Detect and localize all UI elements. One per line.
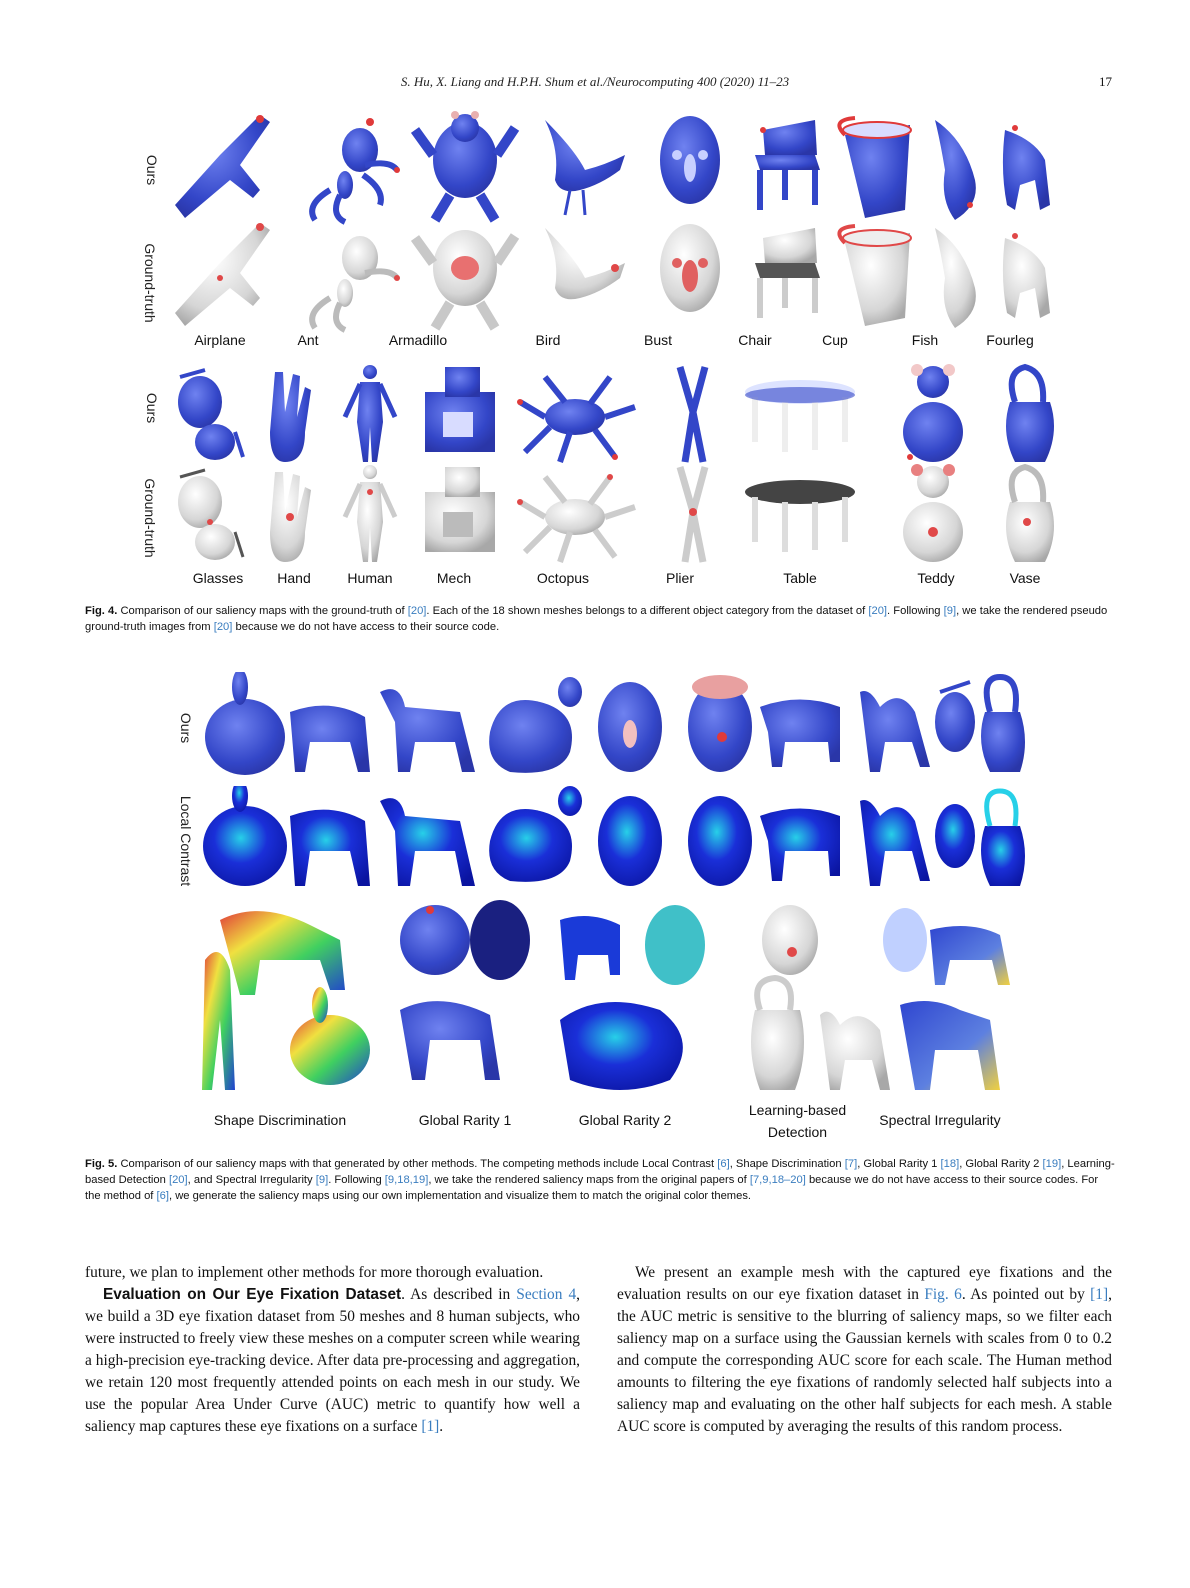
fig4-caption-text: , we take the rendered pseudo ground-truth images from (85, 605, 1108, 633)
section-heading-eye-fixation: Evaluation on Our Eye Fixation Dataset (103, 1286, 402, 1303)
ours-human (345, 365, 395, 462)
fig5-ours-row (200, 672, 1030, 782)
label-chair: Chair (738, 332, 772, 348)
ours-airplane (175, 115, 270, 218)
gt-armadillo (415, 230, 515, 328)
ours-cow (760, 700, 840, 768)
left-paragraph-2 (85, 1284, 580, 1438)
label-hand: Hand (277, 570, 311, 586)
fig4-caption-text: . Following (887, 605, 941, 617)
fig5-caption-text: , Global Rarity 2 (959, 1158, 1040, 1170)
label-global-rarity-1: Global Rarity 1 (418, 1112, 512, 1128)
label-armadillo: Armadillo (388, 332, 448, 348)
ours-bust (660, 116, 720, 204)
label-teddy: Teddy (917, 570, 955, 586)
label-ant: Ant (297, 332, 319, 348)
ref-link[interactable]: [9] (943, 605, 957, 617)
fig4-caption-text: . Each of the 18 shown meshes belongs to a different object category from the dataset of (426, 605, 866, 617)
running-header: S. Hu, X. Liang and H.P.H. Shum et al./Neurocomputing 400 (2020) 11–23 (400, 74, 790, 89)
fig5-caption-text: , we take the rendered saliency maps from the original papers of (428, 1174, 747, 1186)
fig5-caption-text: , we generate the saliency maps using our own implementation and visualize them to match the original color themes. (168, 1190, 752, 1202)
shape-discrimination-meshes (202, 911, 370, 1090)
gt-airplane (175, 223, 270, 326)
lc-head2 (688, 796, 752, 886)
gt-vase (1006, 467, 1054, 562)
ref-link[interactable]: [20] (213, 621, 233, 633)
gt-cup (839, 226, 911, 326)
fig4-caption-text: because we do not have access to their source code. (235, 621, 500, 633)
ours-bird (545, 120, 625, 215)
gt-plier (680, 467, 705, 562)
label-fish: Fish (911, 332, 939, 348)
fig4-caption (85, 603, 1115, 635)
label-human: Human (347, 570, 393, 586)
left-text: . As described in (401, 1286, 511, 1303)
left-text: , we build a 3D eye fixation dataset from 50 meshes and 8 human subjects, who were instructed to freely view these meshes on a computer screen while wearing a high-precision eye-tracking device. After data pre-processing and aggregation, we retain 120 most frequently attended points on each mesh in our study. We use the popular Area Under Curve (AUC) metric to quantify how well a saliency map captures these eye fixations on a surface (85, 1286, 580, 1435)
ref-link[interactable]: [9] (315, 1174, 329, 1186)
ref-link[interactable]: [9,18,19] (384, 1174, 429, 1186)
global-rarity-1-meshes (400, 900, 530, 1080)
gt-table (745, 480, 855, 552)
ours-octopus (517, 377, 635, 462)
lc-cow (760, 809, 840, 882)
ours-chair (755, 120, 820, 210)
ref-link[interactable]: [20] (868, 605, 888, 617)
spectral-irregularity-meshes (883, 908, 1010, 1090)
ref-link[interactable]: [20] (407, 605, 427, 617)
lc-bunny (203, 786, 287, 886)
label-detection: Detection (767, 1124, 828, 1140)
fig5-caption-text: . Following (328, 1174, 382, 1186)
ours-plier (680, 367, 705, 462)
ours-glasses (178, 370, 243, 460)
gt-ant (312, 236, 400, 330)
ref-link[interactable]: [20] (168, 1174, 188, 1186)
figure-link[interactable]: Fig. 6 (924, 1286, 962, 1303)
ours-bunny (205, 672, 285, 775)
fig5-caption-text: , and Spectral Irregularity (187, 1174, 313, 1186)
gt-fish (935, 228, 976, 328)
gt-chair (755, 228, 820, 318)
right-text: . As pointed out by (961, 1286, 1085, 1303)
ours-glasses2 (935, 682, 975, 752)
gt-octopus (517, 474, 635, 562)
ref-link[interactable]: [7,9,18–20] (749, 1174, 806, 1186)
gt-glasses (178, 470, 243, 560)
fig5-caption-text: Comparison of our saliency maps with that generated by other methods. The competing methods include Local Contrast (120, 1158, 715, 1170)
fig5-other-methods (200, 900, 1030, 1100)
label-bust: Bust (643, 332, 672, 348)
label-octopus: Octopus (536, 570, 590, 586)
gt-hand (270, 472, 311, 562)
body-left-column (85, 1262, 580, 1438)
fig4-row2-ours-meshes (165, 362, 1065, 472)
fig5-caption-label: Fig. 5. (85, 1158, 118, 1170)
gt-bust (660, 224, 720, 312)
ref-link[interactable]: [7] (844, 1158, 858, 1170)
ours-dog (290, 706, 370, 772)
ours-hand (270, 372, 311, 462)
learning-based-detection-meshes (751, 905, 890, 1090)
gt-mech (425, 467, 495, 552)
figure-5 (170, 668, 1030, 1148)
label-learning-based: Learning-based (748, 1102, 847, 1118)
gt-fourleg (1003, 233, 1050, 318)
ref-link[interactable]: [1] (421, 1418, 440, 1435)
fig4-row1-gt-meshes (165, 218, 1065, 333)
lc-glasses (935, 804, 975, 868)
ours-ant (312, 118, 400, 222)
gt-teddy (903, 464, 963, 562)
fig5-caption-text: because we do not have access to their source codes. For the method of (85, 1174, 1099, 1202)
fig4-row-label-gt-1: Ground-truth (142, 243, 158, 323)
body-right-column (617, 1262, 1112, 1438)
label-plier: Plier (665, 570, 694, 586)
ours-horse (380, 689, 475, 772)
left-paragraph-1: future, we plan to implement other methods for more thorough evaluation. (85, 1264, 544, 1281)
fig5-row-label-local-contrast: Local Contrast (178, 795, 194, 887)
ours-fish (935, 120, 976, 220)
fig4-row-label-ours-1: Ours (144, 154, 160, 186)
label-bird: Bird (535, 332, 561, 348)
lc-dog (290, 810, 370, 886)
page-number: 17 (1099, 74, 1112, 89)
ours-dragon (489, 677, 582, 773)
fig5-caption-text: , Shape Discrimination (729, 1158, 842, 1170)
ours-mech (425, 367, 495, 452)
figure-4 (130, 100, 1060, 600)
ours-head1 (598, 682, 662, 772)
label-airplane: Airplane (194, 332, 246, 348)
ours-fourleg (1003, 125, 1050, 210)
label-cup: Cup (822, 332, 848, 348)
ours-teddy (903, 364, 963, 462)
fig5-local-contrast-row (200, 786, 1030, 896)
ours-armadillo (415, 111, 515, 220)
right-paragraph-1 (617, 1262, 1112, 1438)
right-text: We present an example mesh with the captured eye fixations and the evaluation results on our eye fixation dataset in (617, 1264, 1112, 1303)
section-link[interactable]: Section 4 (516, 1286, 577, 1303)
fig4-caption-text: Comparison of our saliency maps with the ground-truth of (120, 605, 405, 617)
lc-head1 (598, 796, 662, 886)
ours-vase2 (981, 677, 1025, 772)
fig4-row-label-gt-2: Ground-truth (142, 478, 158, 558)
ours-table (745, 380, 855, 452)
label-vase: Vase (1009, 570, 1041, 586)
lc-horse (380, 798, 475, 886)
ours-camel (860, 691, 930, 772)
label-fourleg: Fourleg (986, 332, 1034, 348)
lc-camel (860, 800, 930, 886)
fig4-caption-label: Fig. 4. (85, 605, 118, 617)
fig4-row-label-ours-2: Ours (144, 392, 160, 424)
label-table: Table (783, 570, 817, 586)
ref-link[interactable]: [6] (717, 1158, 730, 1170)
ref-link[interactable]: [6] (156, 1190, 169, 1202)
global-rarity-2-meshes (560, 905, 705, 1090)
ref-link[interactable]: [19] (1042, 1158, 1062, 1170)
lc-vase (981, 791, 1025, 886)
fig5-caption-text: , Learning-based Detection (85, 1158, 1115, 1186)
gt-human (345, 465, 395, 562)
ours-cup (839, 118, 911, 218)
right-text: , the AUC metric is sensitive to the blurring of saliency maps, so we filter each saliency map on a surface using the Gaussian kernels with scales from 0 to 0.2 and compute the corresponding AUC score for each scale. The Human method amounts to filtering the eye fixations of randomly selected half subjects into a saliency map and evaluating on the other half subjects for each mesh. A stable AUC score is computed by averaging the results of this random process. (617, 1286, 1112, 1435)
fig4-row1-ours-meshes (165, 110, 1065, 225)
lc-dragon (489, 786, 582, 882)
label-spectral-irregularity: Spectral Irregularity (879, 1112, 1001, 1128)
fig5-caption-text: , Global Rarity 1 (857, 1158, 938, 1170)
fig5-row-label-ours: Ours (178, 712, 194, 744)
ours-vase (1006, 367, 1054, 462)
fig4-row2-gt-meshes (165, 462, 1065, 574)
label-global-rarity-2: Global Rarity 2 (578, 1112, 672, 1128)
label-glasses: Glasses (192, 570, 244, 586)
ours-head2 (688, 675, 752, 772)
ref-link[interactable]: [1] (1090, 1286, 1109, 1303)
label-shape-discrimination: Shape Discrimination (213, 1112, 347, 1128)
left-text: . (439, 1418, 444, 1435)
ref-link[interactable]: [18] (940, 1158, 960, 1170)
gt-bird (545, 228, 625, 299)
label-mech: Mech (436, 570, 472, 586)
fig5-caption (85, 1156, 1115, 1204)
